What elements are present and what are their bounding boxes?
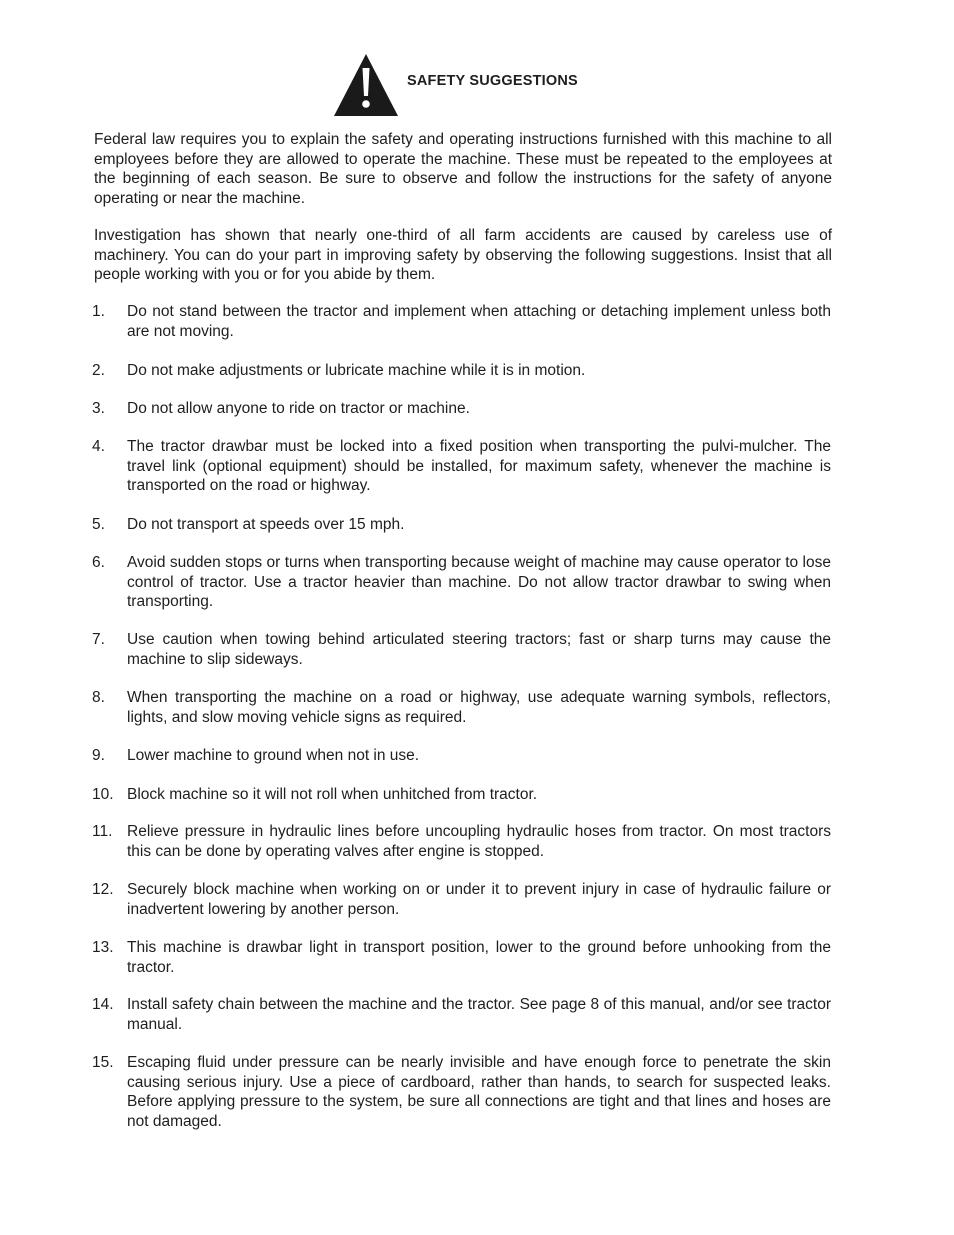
- item-number: 3.: [92, 400, 105, 417]
- warning-icon: [332, 52, 400, 118]
- item-text: Relieve pressure in hydraulic lines before uncoupling hydraulic hoses from tractor. On most tractors this can be done by operating valves after engine is stopped.: [127, 823, 831, 860]
- item-number: 9.: [92, 747, 105, 764]
- item-text: Install safety chain between the machine and the tractor. See page 8 of this manual, and/or see tractor manual.: [127, 996, 831, 1033]
- item-number: 10.: [92, 786, 114, 803]
- item-number: 11.: [92, 823, 113, 840]
- item-number: 6.: [92, 554, 105, 571]
- item-number: 12.: [92, 881, 114, 898]
- item-text: When transporting the machine on a road or highway, use adequate warning symbols, reflectors, lights, and slow moving vehicle signs as required.: [127, 689, 831, 726]
- intro-paragraph-federal-law: Federal law requires you to explain the safety and operating instructions furnished with this machine to all employees before they are allowed to operate the machine. These must be repeated to the employees at the beginning of each season. Be sure to observe and follow the instructions for the safety of anyone operating or near the machine.: [94, 131, 832, 207]
- safety-header: [332, 52, 400, 118]
- item-text: Escaping fluid under pressure can be nearly invisible and have enough force to penetrate the skin causing serious injury. Use a piece of cardboard, rather than hands, to search for suspected leaks. Before applying pressure to the system, be sure all connections are tight and that lines and hoses are not damaged.: [127, 1054, 831, 1130]
- item-number: 14.: [92, 996, 114, 1013]
- item-number: 8.: [92, 689, 105, 706]
- item-text: Do not allow anyone to ride on tractor or machine.: [127, 400, 470, 417]
- item-text: The tractor drawbar must be locked into a fixed position when transporting the pulvi-mulcher. The travel link (optional equipment) should be installed, for maximum safety, whenever the machine is transported on the road or highway.: [127, 438, 831, 494]
- item-text: This machine is drawbar light in transport position, lower to the ground before unhooking from the tractor.: [127, 939, 831, 976]
- item-text: Use caution when towing behind articulated steering tractors; fast or sharp turns may cause the machine to slip sideways.: [127, 631, 831, 668]
- page-title: SAFETY SUGGESTIONS: [407, 73, 578, 89]
- item-text: Do not make adjustments or lubricate machine while it is in motion.: [127, 362, 586, 379]
- item-text: Avoid sudden stops or turns when transporting because weight of machine may cause operator to lose control of tractor. Use a tractor heavier than machine. Do not allow tractor drawbar to swing when transporting.: [127, 554, 831, 610]
- item-text: Block machine so it will not roll when unhitched from tractor.: [127, 786, 538, 803]
- item-number: 4.: [92, 438, 105, 455]
- item-text: Lower machine to ground when not in use.: [127, 747, 420, 764]
- intro-paragraph-investigation: Investigation has shown that nearly one-third of all farm accidents are caused by careless use of machinery. You can do your part in improving safety by observing the following suggestions. Insist that all people working with you or for you abide by them.: [94, 227, 832, 283]
- item-number: 2.: [92, 362, 105, 379]
- item-number: 15.: [92, 1054, 114, 1071]
- item-text: Securely block machine when working on or under it to prevent injury in case of hydraulic failure or inadvertent lowering by another person.: [127, 881, 831, 918]
- item-number: 7.: [92, 631, 105, 648]
- item-text: Do not stand between the tractor and implement when attaching or detaching implement unless both are not moving.: [127, 303, 831, 340]
- item-text: Do not transport at speeds over 15 mph.: [127, 516, 405, 533]
- item-number: 13.: [92, 939, 114, 956]
- item-number: 1.: [92, 303, 105, 320]
- item-number: 5.: [92, 516, 105, 533]
